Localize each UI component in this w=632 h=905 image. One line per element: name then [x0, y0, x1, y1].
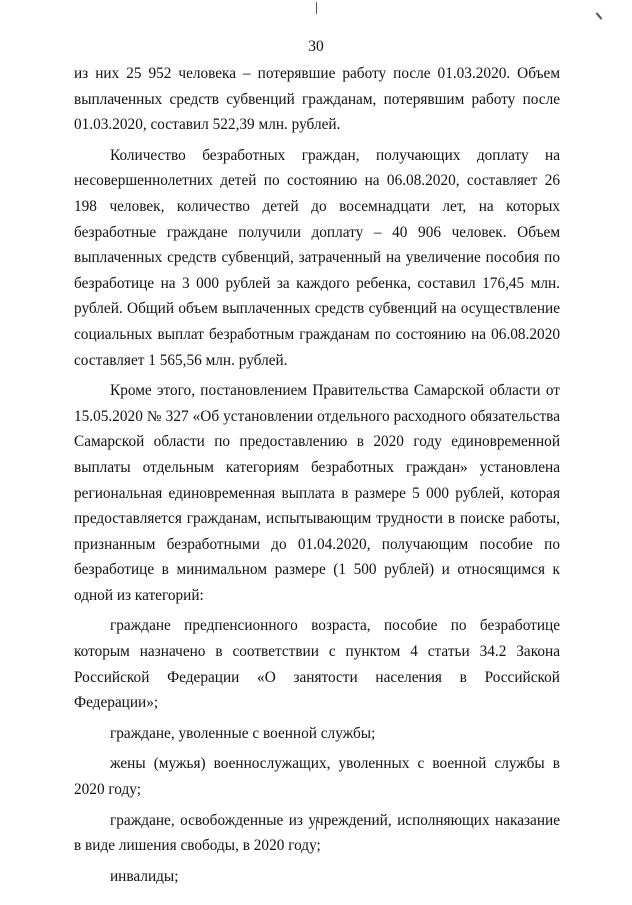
paragraph: Кроме этого, постановлением Правительства Самарской области от 15.05.2020 № 327 «Об установлении отдельного расходного обязательства Самарской области по предоставлению в 2020 году единовременной выплаты отдельным категориям безработных граждан» установлена региональная единовременная выплата в размере 5 000 рублей, которая предоставляется гражданам, испытывающим трудности в поиске работы, признанным безработными до 01.04.2020, получающим пособие по безработице в минимальном размере (1 500 рублей) и относящимся к одной из категорий: — [74, 382, 560, 604]
list-item: граждане предпенсионного возраста, пособие по безработице которым назначено в соответствии с пунктом 4 статьи 34.2 Закона Российской Федерации «О занятости населения в Российской Федерации»; — [74, 617, 560, 712]
scan-artifact — [596, 12, 603, 19]
paragraph: из них 25 952 человека – потерявшие работу после 01.03.2020. Объем выплаченных средств субвенций гражданам, потерявшим работу после 01.03.2020, составил 522,39 млн. рублей. — [74, 65, 560, 134]
document-body — [74, 61, 560, 894]
list-item: инвалиды; — [110, 867, 179, 885]
list-item: граждане, освобожденные из учреждений, исполняющих наказание в виде лишения свободы, в 2020 году; — [74, 811, 560, 855]
list-item: жены (мужья) военнослужащих, уволенных с военной службы в 2020 году; — [74, 755, 560, 799]
paragraph: Количество безработных граждан, получающих доплату на несовершеннолетних детей по состоянию на 06.08.2020, составляет 26 198 человек, количество детей до восемнадцати лет, на которых безработные граждане получили доплату – 40 906 человек. Объем выплаченных средств субвенций, затраченный на увеличение пособия по безработице на 3 000 рублей за каждого ребенка, составил 176,45 млн. рублей. Общий объем выплаченных средств субвенций на осуществление социальных выплат безработным гражданам по состоянию на 06.08.2020 составляет 1 565,56 млн. рублей. — [74, 146, 560, 369]
list-item: граждане, уволенные с военной службы; — [110, 724, 376, 742]
scan-artifact — [316, 2, 317, 14]
page-number: 30 — [308, 38, 324, 55]
